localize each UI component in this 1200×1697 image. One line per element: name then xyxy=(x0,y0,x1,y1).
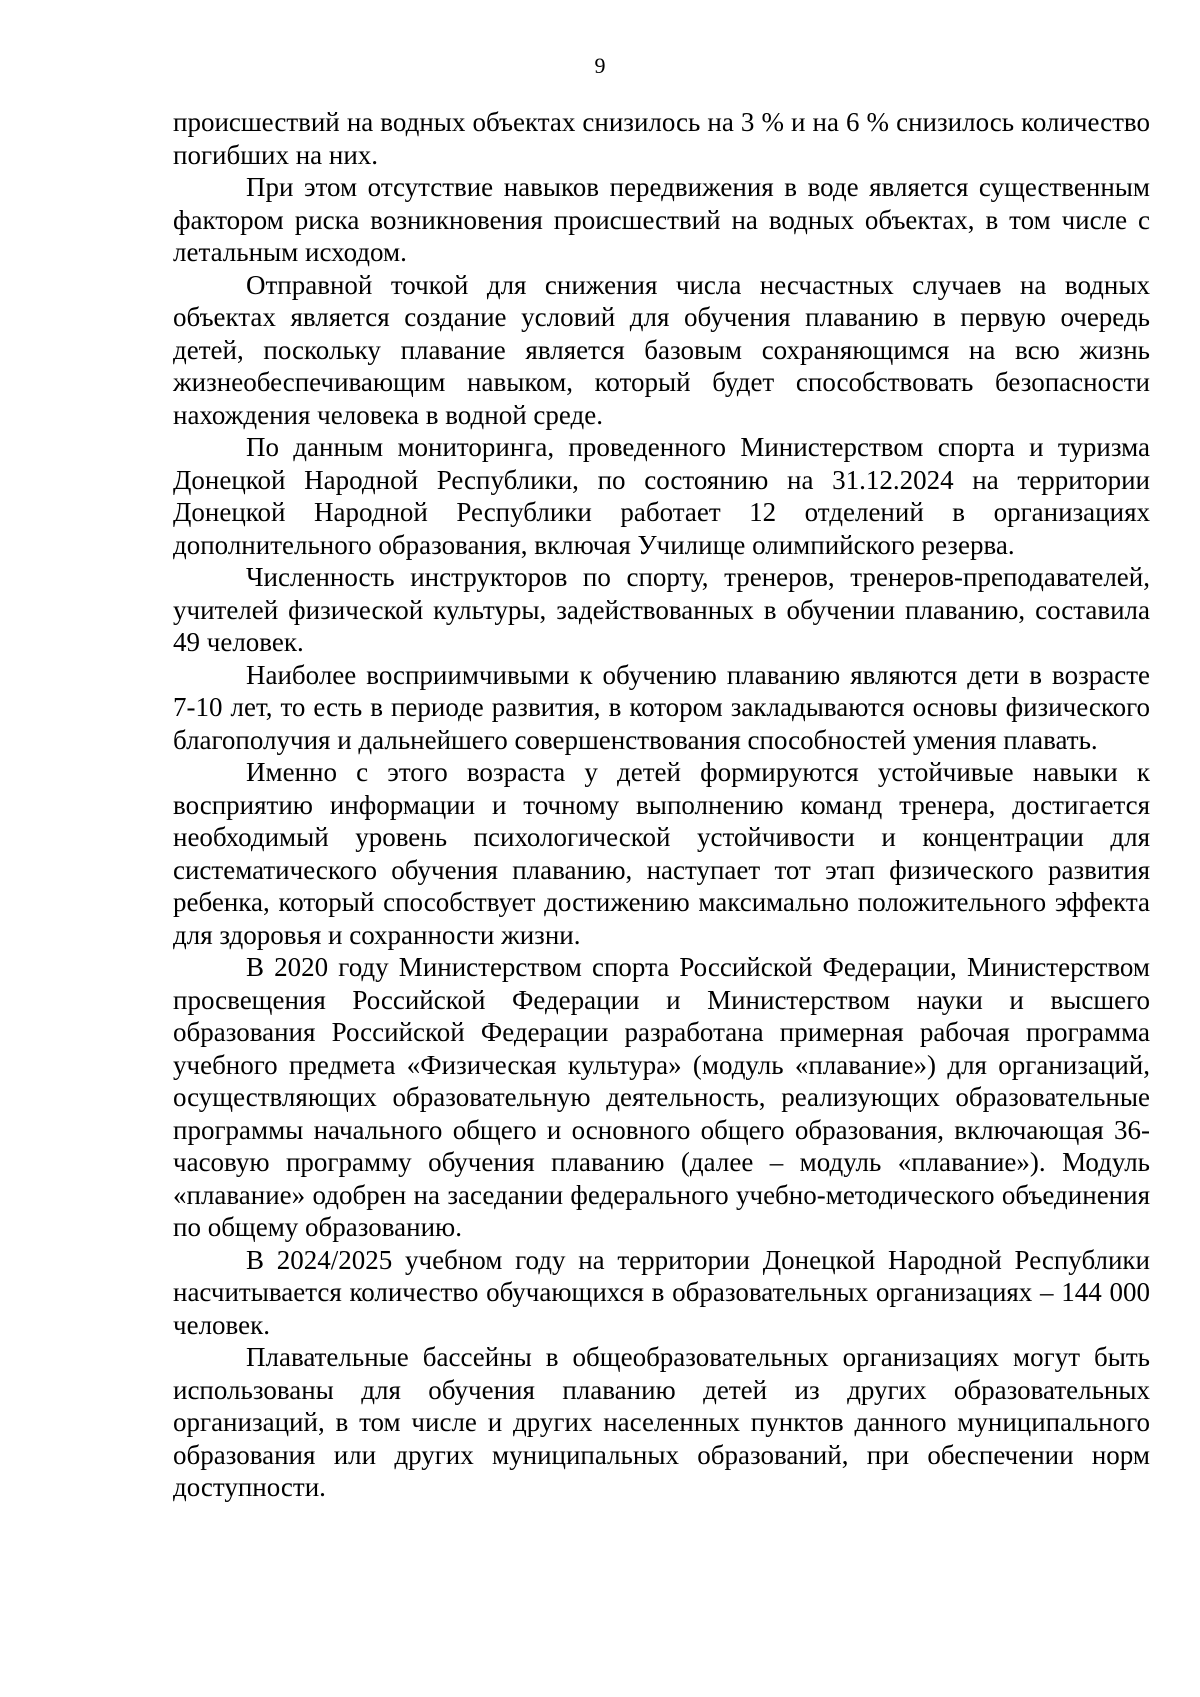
paragraph: Отправной точкой для снижения числа несчастных случаев на водных объектах является создание условий для обучения плаванию в первую очередь детей, поскольку плавание является базовым сохраняющимся на всю жизнь жизнеобеспечивающим навыком, который будет способствовать безопасности нахождения человека в водной среде. xyxy=(173,269,1150,430)
paragraph: По данным мониторинга, проведенного Министерством спорта и туризма Донецкой Народной Республики, по состоянию на 31.12.2024 на территории Донецкой Народной Республики работает 12 отделений в организациях дополнительного образования, включая Училище олимпийского резерва. xyxy=(173,432,1150,560)
paragraph: При этом отсутствие навыков передвижения в воде является существенным фактором риска возникновения происшествий на водных объектах, в том числе с летальным исходом. xyxy=(173,172,1150,267)
paragraph: Именно с этого возраста у детей формируются устойчивые навыки к восприятию информации и точному выполнению команд тренера, достигается необходимый уровень психологической устойчивости и концентрации для систематического обучения плаванию, наступает тот этап физического развития ребенка, который способствует достижению максимально положительного эффекта для здоровья и сохранности жизни. xyxy=(173,757,1150,950)
paragraph: Плавательные бассейны в общеобразовательных организациях могут быть использованы для обучения плаванию детей из других образовательных организаций, в том числе и других населенных пунктов данного муниципального образования или других муниципальных образований, при обеспечении норм доступности. xyxy=(173,1342,1150,1502)
page-number: 9 xyxy=(594,53,606,78)
paragraph: Наиболее восприимчивыми к обучению плаванию являются дети в возрасте 7-10 лет, то есть в периоде развития, в котором закладываются основы физического благополучия и дальнейшего совершенствования способностей умения плавать. xyxy=(173,659,1150,755)
paragraph: Численность инструкторов по спорту, тренеров, тренеров-преподавателей, учителей физической культуры, задействованных в обучении плаванию, составила 49 человек. xyxy=(173,562,1150,657)
paragraph: В 2024/2025 учебном году на территории Донецкой Народной Республики насчитывается количество обучающихся в образовательных организациях – 144 000 человек. xyxy=(173,1244,1150,1340)
paragraph: В 2020 году Министерством спорта Российской Федерации, Министерством просвещения Российской Федерации и Министерством науки и высшего образования Российской Федерации разработана примерная рабочая программа учебного предмета «Физическая культура» (модуль «плавание») для организаций, осуществляющих образовательную деятельность, реализующих образовательные программы начального общего и основного общего образования, включающая 36-часовую программу обучения плаванию (далее – модуль «плавание»). Модуль «плавание» одобрен на заседании федерального учебно-методического объединения по общему образованию. xyxy=(173,952,1150,1242)
paragraph-continuation: происшествий на водных объектах снизилось на 3 % и на 6 % снизилось количество погибших на них. xyxy=(173,107,1150,170)
document-body xyxy=(173,106,1150,1504)
